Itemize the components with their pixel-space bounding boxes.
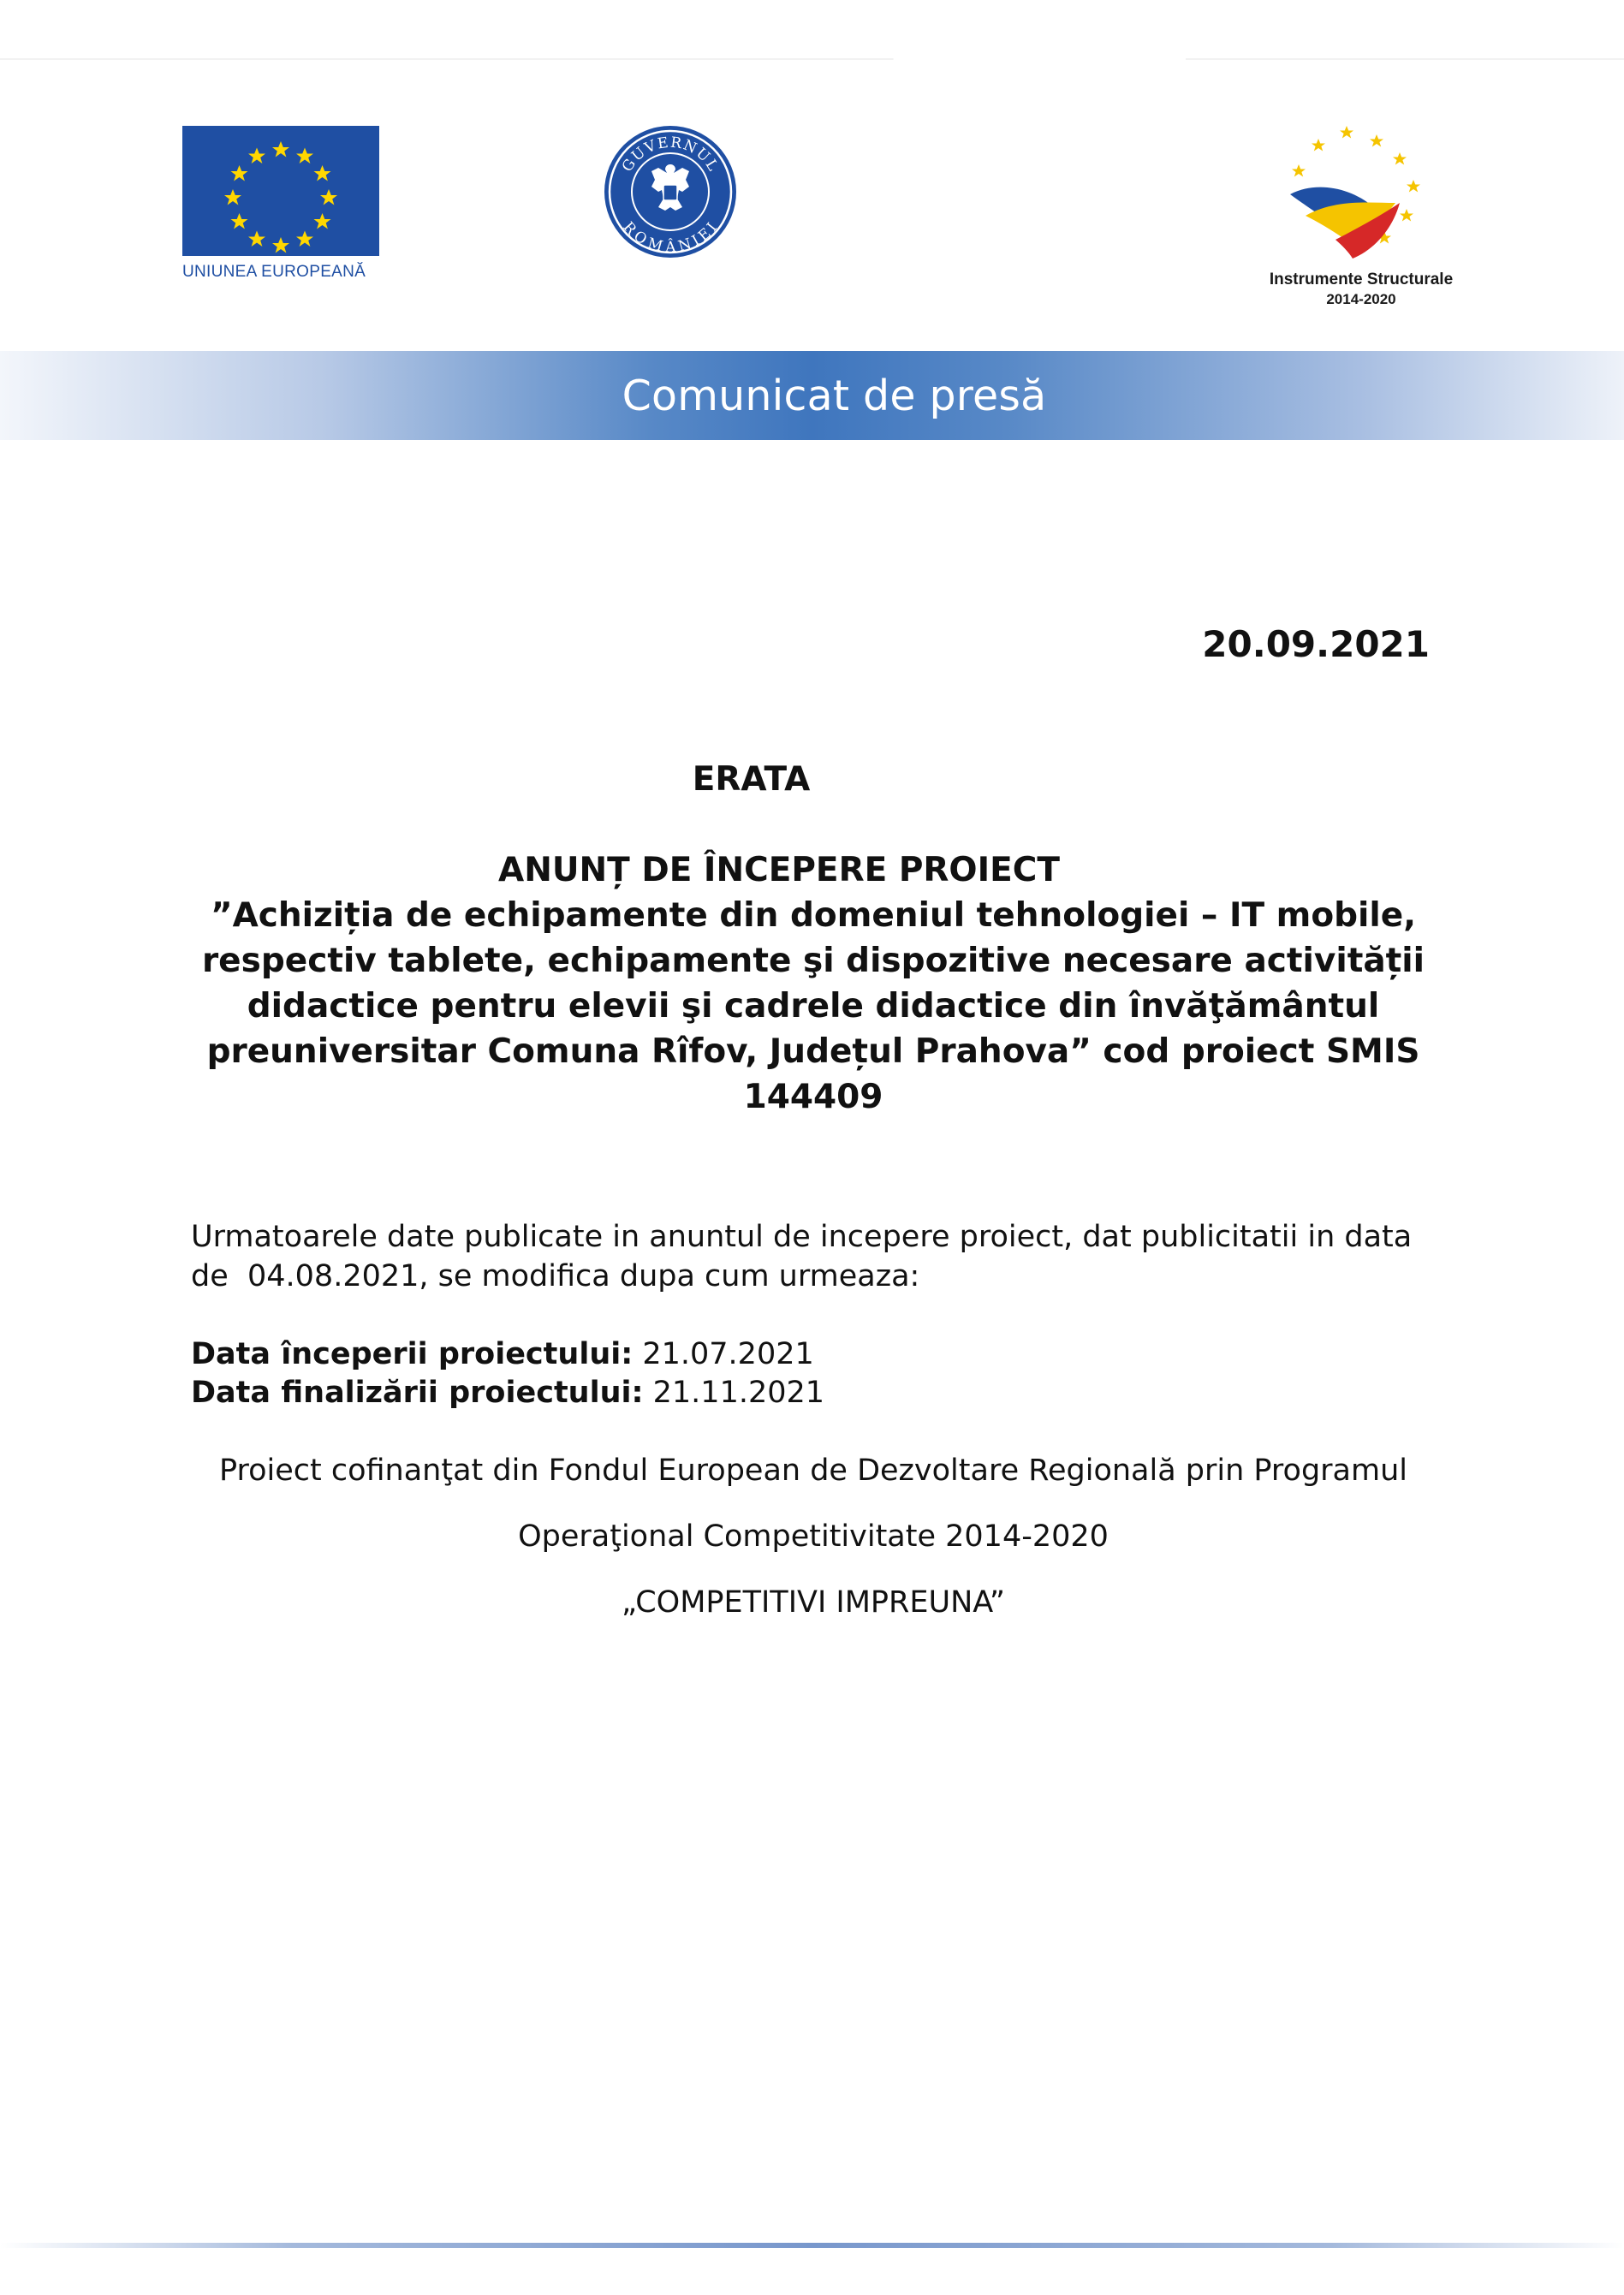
seal-text-top: GUVERNUL xyxy=(618,134,723,175)
project-dates xyxy=(191,1335,1389,1412)
eu-star xyxy=(314,165,331,181)
heading-line-2: ”Achiziția de echipamente din domeniul tehnologiei – IT mobile, xyxy=(210,896,1417,935)
project-heading xyxy=(171,847,1455,1120)
end-date-label: Data finalizării proiectului: xyxy=(191,1376,644,1410)
eu-star xyxy=(231,213,248,229)
intro-line-1: Urmatoarele date publicate in anuntul de incepere proiect, dat publicitatii in data xyxy=(191,1220,1413,1254)
eu-logo xyxy=(182,126,379,282)
government-seal-icon xyxy=(602,123,739,260)
cofinancing-line-2: Operaţional Competitivitate 2014-2020 xyxy=(518,1519,1109,1554)
eu-star xyxy=(248,231,265,247)
eu-star xyxy=(272,141,289,158)
project-name: „COMPETITIVI IMPREUNA” xyxy=(621,1585,1006,1620)
heading-line-1: ANUNȚ DE ÎNCEPERE PROIECT xyxy=(498,851,1060,889)
is-caption-line2: 2014-2020 xyxy=(1326,291,1396,307)
eu-star xyxy=(320,189,337,205)
heading-line-6: 144409 xyxy=(743,1078,883,1116)
heading-line-4: didactice pentru elevii şi cadrele didactice din învăţământul xyxy=(247,987,1380,1026)
heading-line-3: respectiv tablete, echipamente şi dispozitive necesare activității xyxy=(201,942,1425,980)
end-date-value: 21.11.2021 xyxy=(643,1376,825,1410)
eu-star xyxy=(272,237,289,253)
structural-instruments-caption xyxy=(1254,271,1468,308)
start-date-label: Data începerii proiectului: xyxy=(191,1337,634,1371)
heading-line-5: preuniversitar Comuna Rîfov, Județul Prahova” cod proiect SMIS xyxy=(206,1032,1420,1071)
eu-star xyxy=(224,189,241,205)
eu-star xyxy=(296,148,313,164)
eu-star xyxy=(314,213,331,229)
eu-star xyxy=(248,148,265,164)
intro-line-2: de 04.08.2021, se modifica dupa cum urmeaza: xyxy=(191,1259,920,1293)
cofinancing-line-1: Proiect cofinanţat din Fondul European de Dezvoltare Regională prin Programul xyxy=(218,1454,1408,1488)
start-date-value: 21.07.2021 xyxy=(633,1337,814,1371)
is-caption-line1: Instrumente Structurale xyxy=(1269,271,1454,288)
eu-stars-icon xyxy=(182,126,379,256)
document-date: 20.09.2021 xyxy=(1202,623,1430,665)
eu-flag xyxy=(182,126,379,256)
seal-text-bottom: ROMÂNIEI xyxy=(619,218,722,257)
erata-title: ERATA xyxy=(692,760,811,799)
press-release-banner xyxy=(0,351,1624,440)
bottom-divider xyxy=(0,2243,1624,2248)
start-date-row xyxy=(191,1335,1389,1374)
banner-title: Comunicat de presă xyxy=(622,371,1047,420)
intro-paragraph xyxy=(191,1217,1441,1296)
end-date-row xyxy=(191,1374,1389,1412)
eu-caption: UNIUNEA EUROPEANĂ xyxy=(182,263,366,281)
eu-star xyxy=(296,231,313,247)
top-divider xyxy=(0,58,1624,60)
eu-star xyxy=(231,165,248,181)
